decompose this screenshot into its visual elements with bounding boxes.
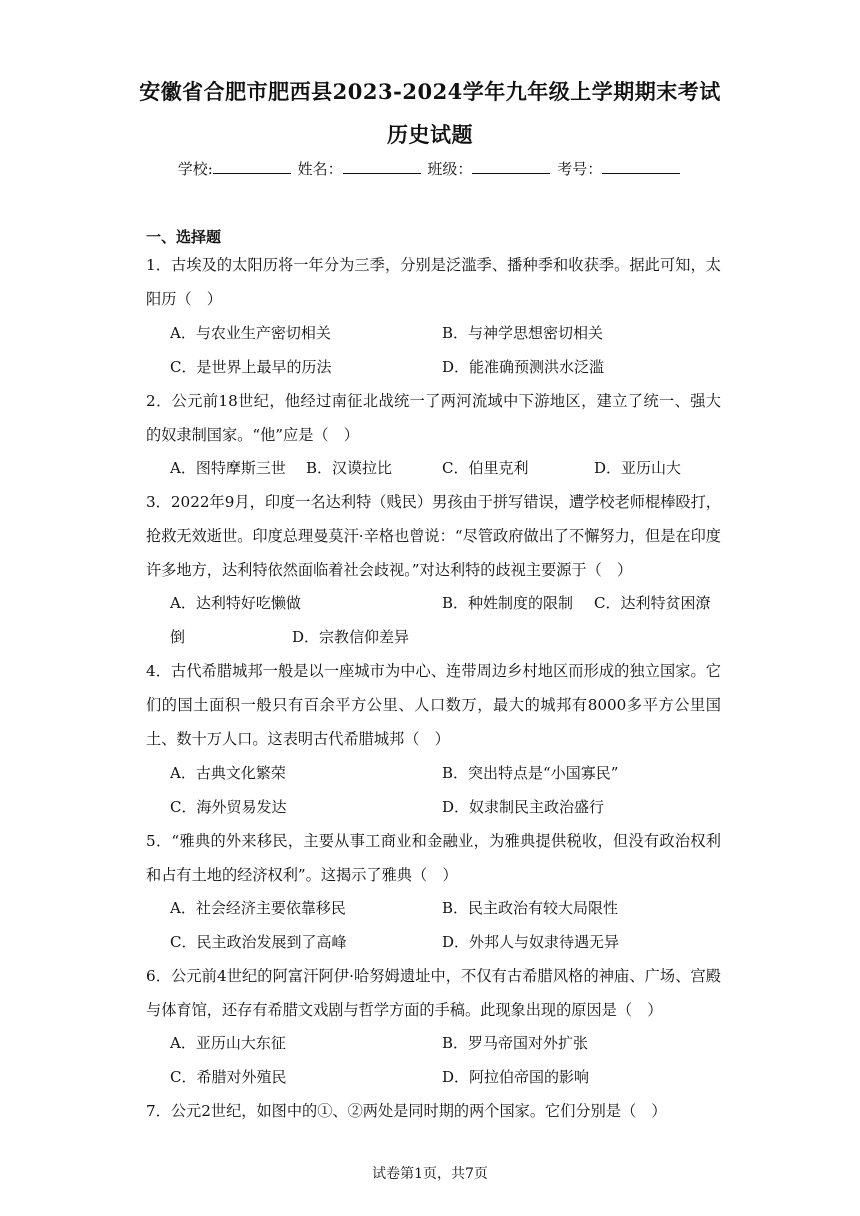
class-label: 班级： (427, 160, 473, 178)
q6-option-a[interactable]: A．亚历山大东征 (170, 1034, 286, 1052)
q6-option-d[interactable]: D．阿拉伯帝国的影响 (442, 1068, 590, 1086)
school-label: 学校: (177, 160, 213, 178)
exam-number-label: 考号： (557, 160, 603, 178)
q3-option-b[interactable]: B．种姓制度的限制 (442, 594, 574, 612)
q5-option-b[interactable]: B．民主政治有较大局限性 (442, 899, 619, 917)
q3-option-d[interactable]: D．宗教信仰差异 (292, 628, 410, 646)
question-2-stem: 2．公元前18世纪，他经过南征北战统一了两河流域中下游地区，建立了统一、强大的奴隶制国家。“他”应是（ ） (146, 392, 721, 444)
name-blank[interactable] (343, 159, 421, 174)
q5-option-d[interactable]: D．外邦人与奴隶待遇无异 (442, 933, 620, 951)
q6-option-c[interactable]: C．希腊对外殖民 (170, 1068, 287, 1086)
q6-option-b[interactable]: B．罗马帝国对外扩张 (442, 1034, 589, 1052)
q4-option-b[interactable]: B．突出特点是“小国寡民” (442, 764, 619, 782)
exam-title-line2: 历史试题 (387, 122, 473, 147)
exam-title-line1: 安徽省合肥市肥西县2023-2024学年九年级上学期期末考试 (139, 79, 721, 104)
q2-option-d[interactable]: D．亚历山大 (594, 459, 682, 477)
exam-number-blank[interactable] (602, 159, 680, 174)
question-6-stem: 6．公元前4世纪的阿富汗阿伊·哈努姆遗址中，不仅有古希腊风格的神庙、广场、宫殿与体育馆，还存有希腊文戏剧与哲学方面的手稿。此现象出现的原因是（ ） (146, 967, 721, 1019)
q5-option-c[interactable]: C．民主政治发展到了高峰 (170, 933, 347, 951)
q1-option-b[interactable]: B．与神学思想密切相关 (442, 324, 604, 342)
class-blank[interactable] (472, 159, 550, 174)
school-blank[interactable] (213, 159, 291, 174)
q1-option-a[interactable]: A．与农业生产密切相关 (170, 324, 331, 342)
q2-option-c[interactable]: C．伯里克利 (442, 459, 529, 477)
page-footer: 试卷第1页，共7页 (372, 1166, 488, 1182)
q3-option-c-continuation: 倒 (170, 628, 186, 646)
question-3-stem: 3．2022年9月，印度一名达利特（贱民）男孩由于拼写错误，遭学校老师棍棒殴打，抢救无效逝世。印度总理曼莫汗·辛格也曾说：“尽管政府做出了不懈努力，但是在印度许多地方，达利特依然面临着社会歧视。”对达利特的歧视主要源于（ ） (146, 493, 721, 579)
q4-option-a[interactable]: A．古典文化繁荣 (170, 764, 286, 782)
question-4-stem: 4．古代希腊城邦一般是以一座城市为中心、连带周边乡村地区而形成的独立国家。它们的国土面积一般只有百余平方公里、人口数万，最大的城邦有8000多平方公里国土、数十万人口。这表明古代希腊城邦（ ） (146, 662, 721, 748)
q3-option-c[interactable]: C．达利特贫困潦 (594, 594, 711, 612)
q5-option-a[interactable]: A．社会经济主要依靠移民 (170, 899, 346, 917)
student-info-line (0, 158, 860, 179)
question-5-stem: 5．“雅典的外来移民，主要从事工商业和金融业，为雅典提供税收，但没有政治权利和占有土地的经济权利”。这揭示了雅典（ ） (146, 832, 721, 884)
section-title: 一、选择题 (146, 228, 222, 246)
question-7-stem: 7．公元2世纪，如图中的①、②两处是同时期的两个国家。它们分别是（ ） (146, 1102, 667, 1120)
name-label: 姓名： (297, 160, 343, 178)
question-1-stem: 1．古埃及的太阳历将一年分为三季，分别是泛滥季、播种季和收获季。据此可知，太阳历（ ） (146, 256, 721, 308)
q3-option-a[interactable]: A．达利特好吃懒做 (170, 594, 301, 612)
q2-option-b[interactable]: B．汉谟拉比 (306, 459, 393, 477)
q1-option-d[interactable]: D．能准确预测洪水泛滥 (442, 358, 605, 376)
q1-option-c[interactable]: C．是世界上最早的历法 (170, 358, 332, 376)
q2-option-a[interactable]: A．图特摩斯三世 (170, 459, 286, 477)
q4-option-d[interactable]: D．奴隶制民主政治盛行 (442, 798, 605, 816)
q4-option-c[interactable]: C．海外贸易发达 (170, 798, 287, 816)
